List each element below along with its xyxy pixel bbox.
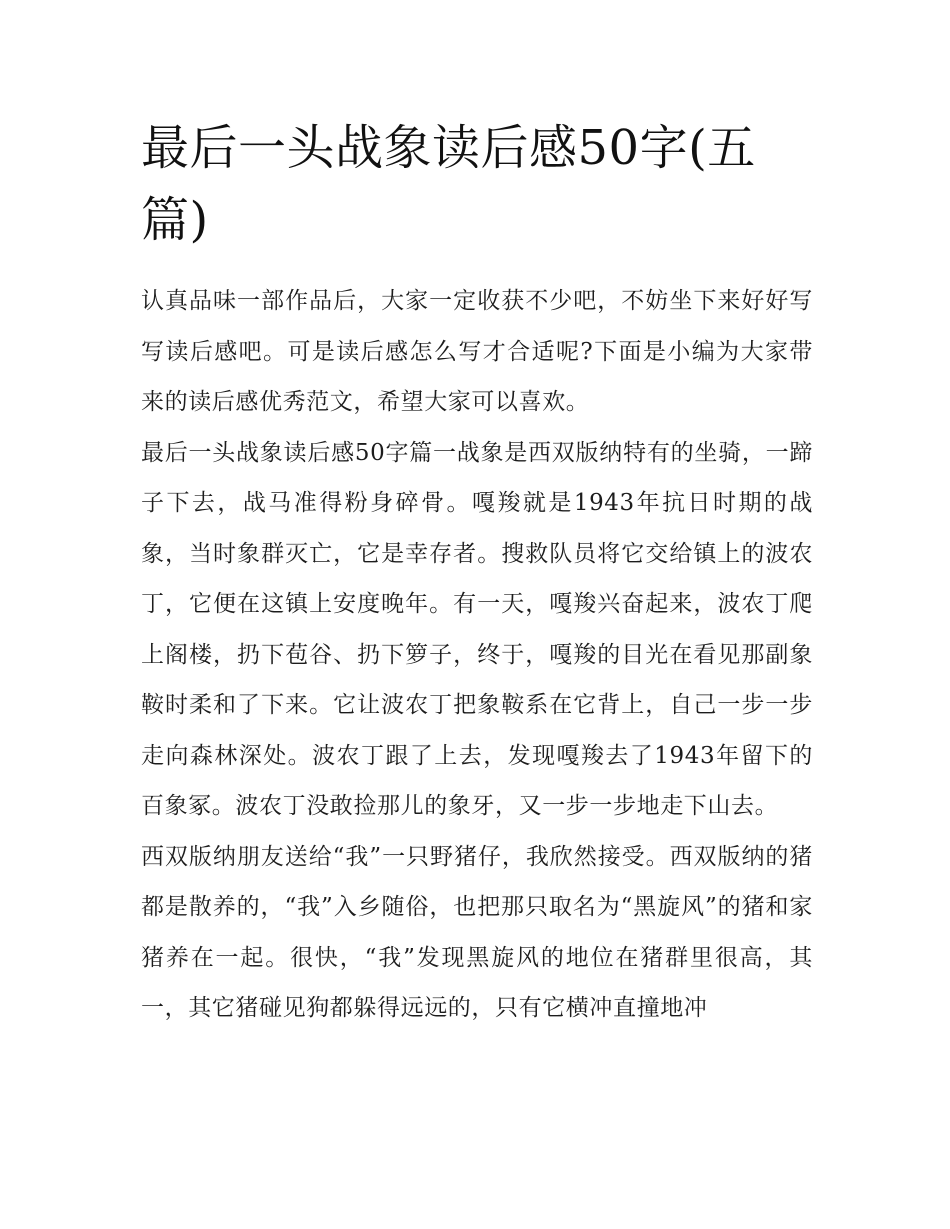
document-title: 最后一头战象读后感50字(五篇)	[141, 120, 756, 248]
paragraph-essay-one: 最后一头战象读后感50字篇一战象是西双版纳特有的坐骑，一蹄子下去，战马准得粉身碎骨。嘎羧就是1943年抗日时期的战象，当时象群灭亡，它是幸存者。搜救队员将它交给镇上的波农丁，它便在这镇上安度晚年。有一天，嘎羧兴奋起来，波农丁爬上阁楼，扔下苞谷、扔下箩子，终于，嘎羧的目光在看见那副象鞍时柔和了下来。它让波农丁把象鞍系在它背上，自己一步一步走向森林深处。波农丁跟了上去，发现嘎羧去了1943年留下的百象冢。波农丁没敢捡那儿的象牙，又一步一步地走下山去。	[141, 439, 813, 819]
article	[141, 112, 813, 1034]
paragraph-intro: 认真品味一部作品后，大家一定收获不少吧，不妨坐下来好好写写读后感吧。可是读后感怎么写才合适呢?下面是小编为大家带来的读后感优秀范文，希望大家可以喜欢。	[141, 288, 813, 415]
document-body	[141, 276, 813, 1034]
paragraph-essay-two: 西双版纳朋友送给“我”一只野猪仔，我欣然接受。西双版纳的猪都是散养的，“我”入乡随俗，也把那只取名为“黑旋风”的猪和家猪养在一起。很快，“我”发现黑旋风的地位在猪群里很高，其一，其它猪碰见狗都躲得远远的，只有它横冲直撞地冲	[141, 843, 813, 1021]
